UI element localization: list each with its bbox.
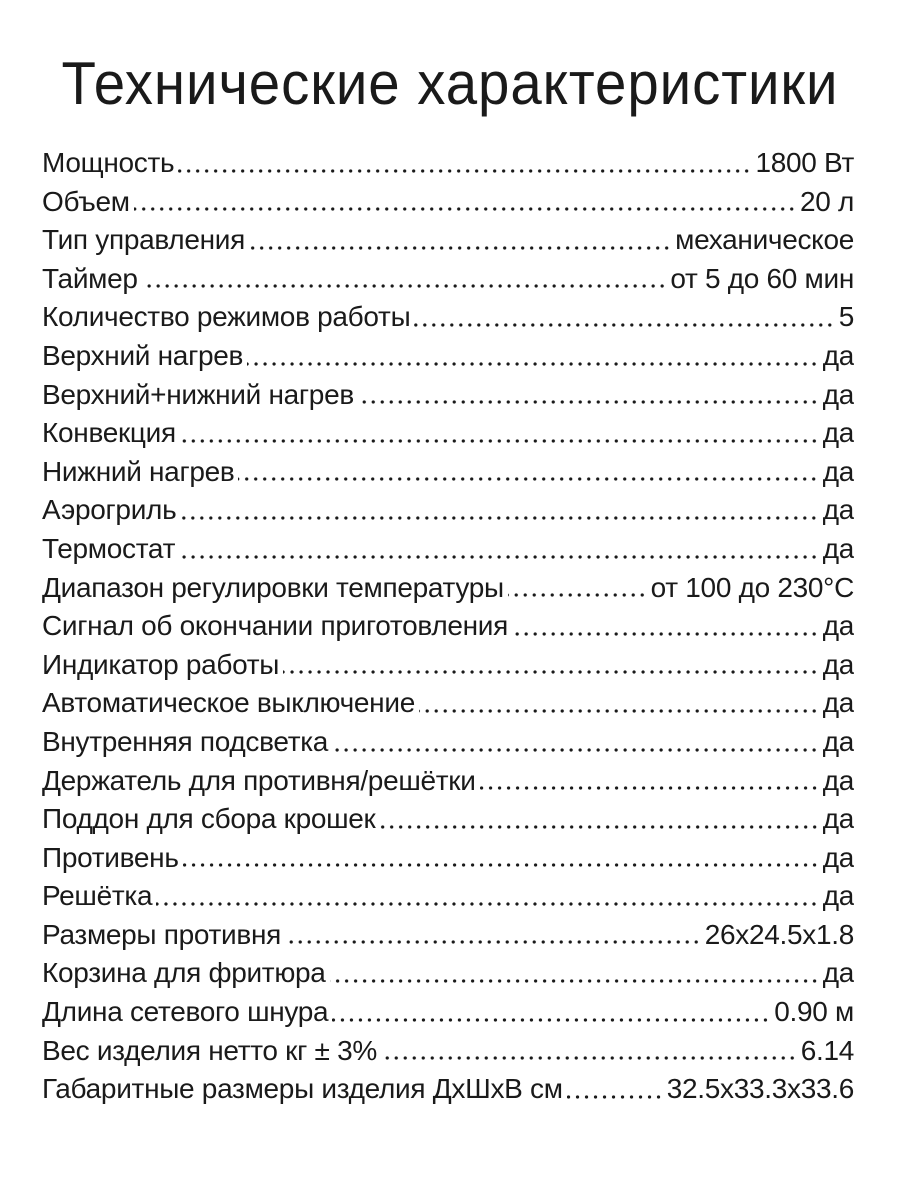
dot-leader <box>247 362 819 366</box>
spec-value: 5 <box>838 301 854 333</box>
spec-label: Диапазон регулировки температуры <box>42 571 504 603</box>
spec-label: Объем <box>42 185 130 217</box>
spec-label: Противень <box>42 841 179 873</box>
spec-row <box>42 1032 854 1071</box>
spec-label: Конвекция <box>42 417 176 449</box>
spec-row <box>42 800 854 839</box>
spec-label: Верхний+нижний нагрев <box>42 378 354 410</box>
spec-value: да <box>822 417 854 449</box>
spec-value: 6.14 <box>800 1034 854 1066</box>
dot-leader <box>567 1095 663 1099</box>
page-title: Технические характеристики <box>61 50 839 117</box>
dot-leader <box>156 902 818 906</box>
dot-leader <box>178 169 751 173</box>
dot-leader <box>330 979 819 983</box>
dot-leader <box>332 748 819 752</box>
spec-row <box>42 298 854 337</box>
spec-label: Верхний нагрев <box>42 339 244 371</box>
spec-value: да <box>822 648 854 680</box>
spec-row <box>42 916 854 955</box>
spec-value: да <box>822 339 854 371</box>
spec-value: да <box>822 803 854 835</box>
spec-row <box>42 723 854 762</box>
spec-value: да <box>822 532 854 564</box>
spec-row <box>42 954 854 993</box>
spec-value: 26x24.5x1.8 <box>704 918 854 950</box>
spec-value: да <box>822 378 854 410</box>
dot-leader <box>414 323 834 327</box>
spec-row <box>42 993 854 1032</box>
dot-leader <box>381 1056 797 1060</box>
dot-leader <box>285 940 701 944</box>
dot-leader <box>283 670 819 674</box>
spec-row <box>42 607 854 646</box>
spec-label: Термостат <box>42 532 176 564</box>
spec-label: Аэрогриль <box>42 494 177 526</box>
spec-row <box>42 684 854 723</box>
spec-label: Количество режимов работы <box>42 301 411 333</box>
spec-row <box>42 144 854 183</box>
dot-leader <box>249 246 671 250</box>
spec-row <box>42 877 854 916</box>
spec-row <box>42 414 854 453</box>
spec-value: 20 л <box>799 185 854 217</box>
spec-value: 0.90 м <box>774 996 854 1028</box>
spec-label: Автоматическое выключение <box>42 687 415 719</box>
spec-label: Длина сетевого шнура <box>42 996 329 1028</box>
spec-row <box>42 839 854 878</box>
dot-leader <box>179 555 819 559</box>
spec-row <box>42 762 854 801</box>
dot-leader <box>142 284 667 288</box>
spec-label: Индикатор работы <box>42 648 280 680</box>
spec-value: от 5 до 60 мин <box>670 262 854 294</box>
dot-leader <box>332 1018 770 1022</box>
spec-list <box>42 144 854 1109</box>
spec-row <box>42 530 854 569</box>
spec-label: Сигнал об окончании приготовления <box>42 610 508 642</box>
spec-label: Вес изделия нетто кг ± 3% <box>42 1034 377 1066</box>
spec-label: Нижний нагрев <box>42 455 235 487</box>
spec-label: Внутренняя подсветка <box>42 725 329 757</box>
spec-label: Решётка <box>42 880 153 912</box>
spec-row <box>42 453 854 492</box>
spec-row <box>42 646 854 685</box>
spec-value: механическое <box>675 224 854 256</box>
spec-value: да <box>822 455 854 487</box>
spec-value: да <box>822 725 854 757</box>
spec-label: Таймер <box>42 262 138 294</box>
spec-row <box>42 1070 854 1109</box>
spec-value: 1800 Вт <box>755 147 854 178</box>
dot-leader <box>358 400 819 404</box>
spec-label: Корзина для фритюра <box>42 957 326 989</box>
dot-leader <box>480 786 819 790</box>
spec-row <box>42 376 854 415</box>
spec-label: Тип управления <box>42 224 245 256</box>
dot-leader <box>419 709 819 713</box>
spec-value: да <box>822 957 854 989</box>
spec-row <box>42 183 854 222</box>
dot-leader <box>183 863 819 867</box>
dot-leader <box>512 632 819 636</box>
dot-leader <box>380 825 819 829</box>
dot-leader <box>180 439 819 443</box>
dot-leader <box>238 477 818 481</box>
spec-value: 32.5x33.3x33.6 <box>666 1073 854 1105</box>
spec-value: да <box>822 687 854 719</box>
spec-value: да <box>822 764 854 796</box>
spec-row <box>42 337 854 376</box>
spec-value: да <box>822 841 854 873</box>
spec-row <box>42 569 854 608</box>
dot-leader <box>508 593 647 597</box>
spec-value: да <box>822 880 854 912</box>
spec-label: Мощность <box>42 147 175 178</box>
dot-leader <box>180 516 818 520</box>
spec-value: от 100 до 230°С <box>650 571 854 603</box>
dot-leader <box>134 207 796 211</box>
spec-row <box>42 260 854 299</box>
spec-label: Размеры противня <box>42 918 281 950</box>
spec-label: Держатель для противня/решётки <box>42 764 476 796</box>
spec-value: да <box>822 494 854 526</box>
spec-value: да <box>822 610 854 642</box>
spec-row <box>42 221 854 260</box>
spec-label: Габаритные размеры изделия ДхШхВ см <box>42 1073 563 1105</box>
spec-row <box>42 491 854 530</box>
spec-label: Поддон для сбора крошек <box>42 803 376 835</box>
